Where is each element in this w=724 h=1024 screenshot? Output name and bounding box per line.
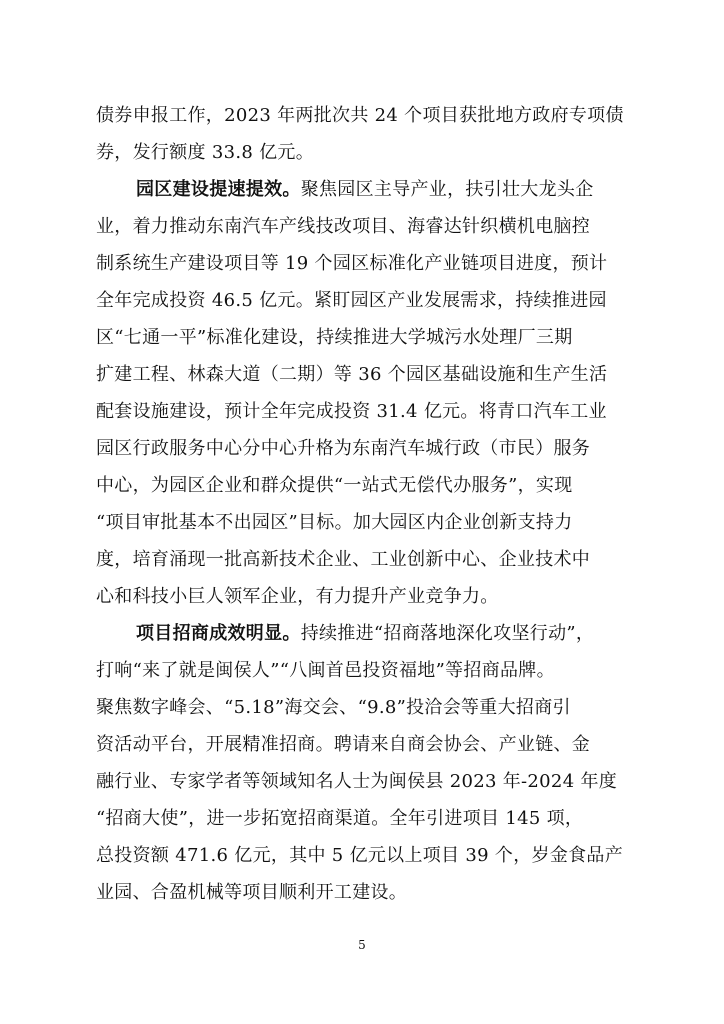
text-line: 园区行政服务中心分中心升格为东南汽车城行政（市民）服务	[96, 438, 591, 459]
section-heading: 园区建设提速提效。	[136, 179, 301, 200]
text-line: 打响“来了就是闽侯人”“八闽首邑投资福地”等招商品牌。	[96, 660, 555, 681]
text-line: 心和科技小巨人领军企业，有力提升产业竞争力。	[96, 586, 499, 607]
text-line: “项目审批基本不出园区”目标。加大园区内企业创新支持力	[96, 512, 573, 533]
text-line: 业，着力推动东南汽车产线技改项目、海睿达针织横机电脑控	[96, 216, 591, 237]
text-line-content: 持续推进“招商落地深化攻坚行动”，	[300, 623, 595, 644]
text-line: 资活动平台，开展精准招商。聘请来自商会协会、产业链、金	[96, 734, 591, 755]
paragraph-debt-issuance	[96, 97, 628, 171]
text-line: 度，培育涌现一批高新技术企业、工业创新中心、企业技术中	[96, 549, 591, 570]
text-line: 中心，为园区企业和群众提供“一站式无偿代办服务”，实现	[96, 475, 573, 496]
text-line: 债券申报工作，2023 年两批次共 24 个项目获批地方政府专项债	[96, 105, 624, 126]
text-line: 制系统生产建设项目等 19 个园区标准化产业链项目进度，预计	[96, 253, 608, 274]
paragraph-park-construction	[96, 171, 628, 615]
text-line: 融行业、专家学者等领域知名人士为闽侯县 2023 年-2024 年度	[96, 771, 618, 792]
text-line: 业园、合盈机械等项目顺利开工建设。	[96, 882, 408, 903]
text-line: 总投资额 471.6 亿元，其中 5 亿元以上项目 39 个，岁金食品产	[96, 845, 624, 866]
text-line-content: 聚焦园区主导产业，扶引壮大龙头企	[300, 179, 594, 200]
text-line: 券，发行额度 33.8 亿元。	[96, 142, 315, 163]
section-heading: 项目招商成效明显。	[136, 623, 301, 644]
text-line: 扩建工程、林森大道（二期）等 36 个园区基础设施和生产生活	[96, 364, 608, 385]
text-line: 区“七通一平”标准化建设，持续推进大学城污水处理厂三期	[96, 327, 573, 348]
page-number: 5	[358, 938, 366, 952]
text-line	[96, 171, 628, 208]
paragraph-investment-promotion	[96, 615, 628, 911]
text-line: 全年完成投资 46.5 亿元。紧盯园区产业发展需求，持续推进园	[96, 290, 607, 311]
text-line	[96, 615, 628, 652]
text-line: 配套设施建设，预计全年完成投资 31.4 亿元。将青口汽车工业	[96, 401, 607, 422]
text-line: 聚焦数字峰会、“5.18”海交会、“9.8”投洽会等重大招商引	[96, 697, 571, 718]
text-line: “招商大使”，进一步拓宽招商渠道。全年引进项目 145 项，	[96, 808, 584, 829]
